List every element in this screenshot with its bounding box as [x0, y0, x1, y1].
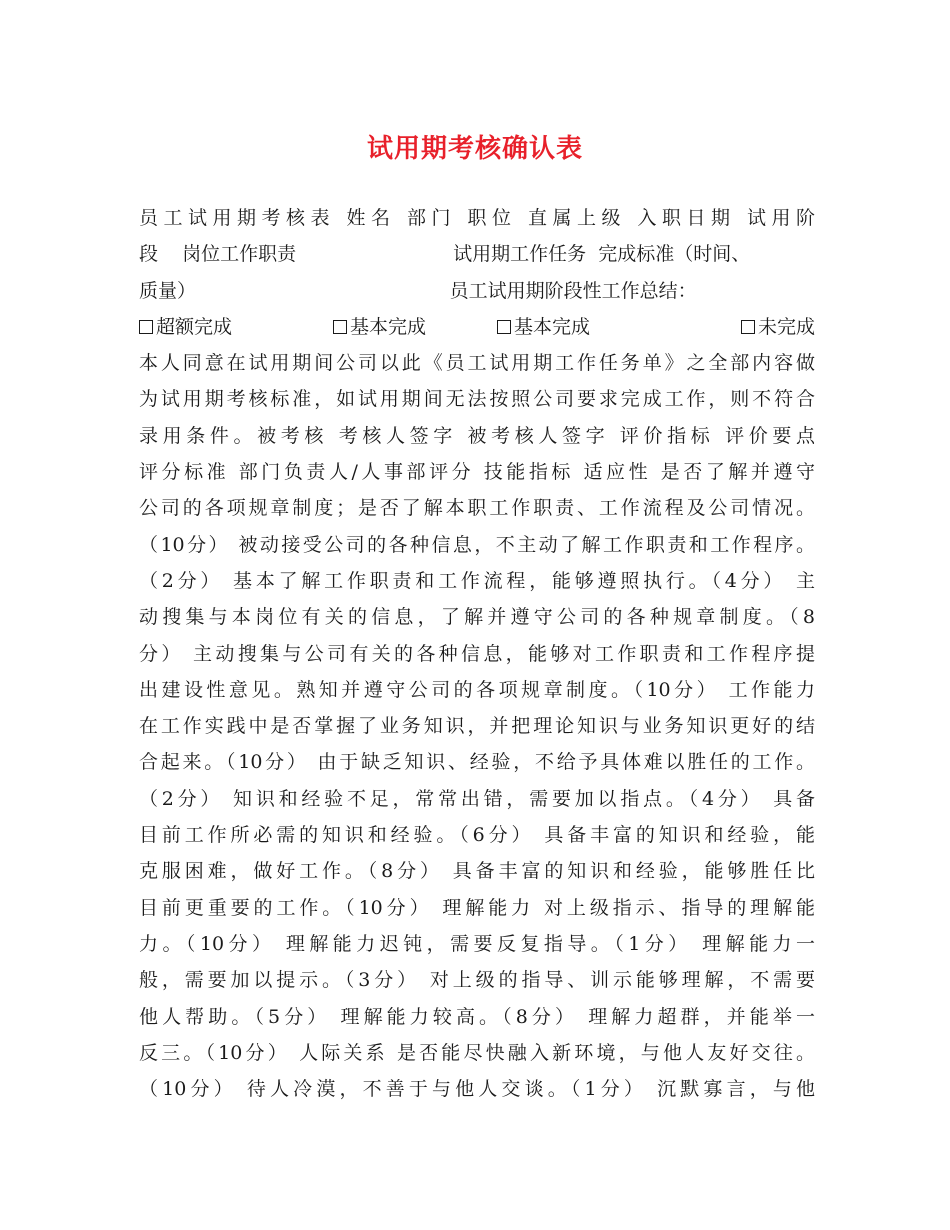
- text-line: 出建设性意见。熟知并遵守公司的各项规章制度。（10分） 工作能力: [139, 678, 815, 701]
- text-line: 本人同意在试用期间公司以此《员工试用期工作任务单》之全部内容做: [139, 352, 815, 375]
- checkbox-icon[interactable]: [139, 320, 153, 334]
- text-line: 般，需要加以提示。（3分） 对上级的指导、训示能够理解，不需要: [139, 969, 815, 992]
- checkbox-label: 基本完成: [513, 315, 590, 338]
- text-line: 分） 主动搜集与公司有关的各种信息，能够对工作职责和工作程序提: [139, 642, 815, 665]
- text-line: 合起来。（10分） 由于缺乏知识、经验，不给予具体难以胜任的工作。: [139, 751, 815, 774]
- text-line: 评分标准 部门负责人/人事部评分 技能指标 适应性 是否了解并遵守: [139, 461, 815, 484]
- text-line: 克服困难，做好工作。（8分） 具备丰富的知识和经验，能够胜任比: [139, 860, 815, 883]
- text-line: 他人帮助。（5分） 理解能力较高。（8分） 理解力超群，并能举一: [139, 1005, 815, 1028]
- completion-checkbox-row: [139, 309, 815, 345]
- text-line: 公司的各项规章制度；是否了解本职工作职责、工作流程及公司情况。: [139, 497, 815, 520]
- page-title: 试用期考核确认表: [366, 134, 583, 164]
- checkbox-option[interactable]: [139, 309, 232, 345]
- text-line: 段 岗位工作职责 试用期工作任务 完成标准（时间、: [139, 243, 751, 266]
- checkbox-label: 基本完成: [349, 315, 426, 338]
- checkbox-option[interactable]: [333, 309, 426, 345]
- text-line: 质量） 员工试用期阶段性工作总结：: [139, 279, 697, 302]
- text-line: 动搜集与本岗位有关的信息，了解并遵守公司的各种规章制度。（8: [139, 606, 815, 629]
- text-line: 录用条件。被考核 考核人签字 被考核人签字 评价指标 评价要点: [139, 424, 815, 447]
- checkbox-label: 超额完成: [156, 315, 233, 338]
- checkbox-icon[interactable]: [333, 320, 347, 334]
- text-line: （2分） 知识和经验不足，常常出错，需要加以指点。（4分） 具备: [139, 787, 815, 810]
- text-line: （10分） 待人冷漠，不善于与他人交谈。（1分） 沉默寡言，与他: [139, 1078, 815, 1101]
- text-line: 反三。（10分） 人际关系 是否能尽快融入新环境，与他人友好交往。: [139, 1041, 815, 1064]
- checkbox-label: 未完成: [757, 315, 815, 338]
- checkbox-option[interactable]: [741, 309, 815, 345]
- checkbox-icon[interactable]: [741, 320, 755, 334]
- text-line: 在工作实践中是否掌握了业务知识，并把理论知识与业务知识更好的结: [139, 715, 815, 738]
- checkbox-option[interactable]: [497, 309, 590, 345]
- text-line: （10分） 被动接受公司的各种信息，不主动了解工作职责和工作程序。: [139, 533, 815, 556]
- text-line: 目前工作所必需的知识和经验。（6分） 具备丰富的知识和经验，能: [139, 824, 815, 847]
- text-line: 力。（10分） 理解能力迟钝，需要反复指导。（1分） 理解能力一: [139, 932, 815, 955]
- checkbox-icon[interactable]: [497, 320, 511, 334]
- document-body: [139, 200, 815, 1107]
- text-line: 目前更重要的工作。（10分） 理解能力 对上级指示、指导的理解能: [139, 896, 815, 919]
- text-line: 员工试用期考核表 姓名 部门 职位 直属上级 入职日期 试用阶: [139, 207, 815, 229]
- text-line: （2分） 基本了解工作职责和工作流程，能够遵照执行。（4分） 主: [139, 569, 815, 592]
- text-line: 为试用期考核标准，如试用期间无法按照公司要求完成工作，则不符合: [139, 388, 815, 411]
